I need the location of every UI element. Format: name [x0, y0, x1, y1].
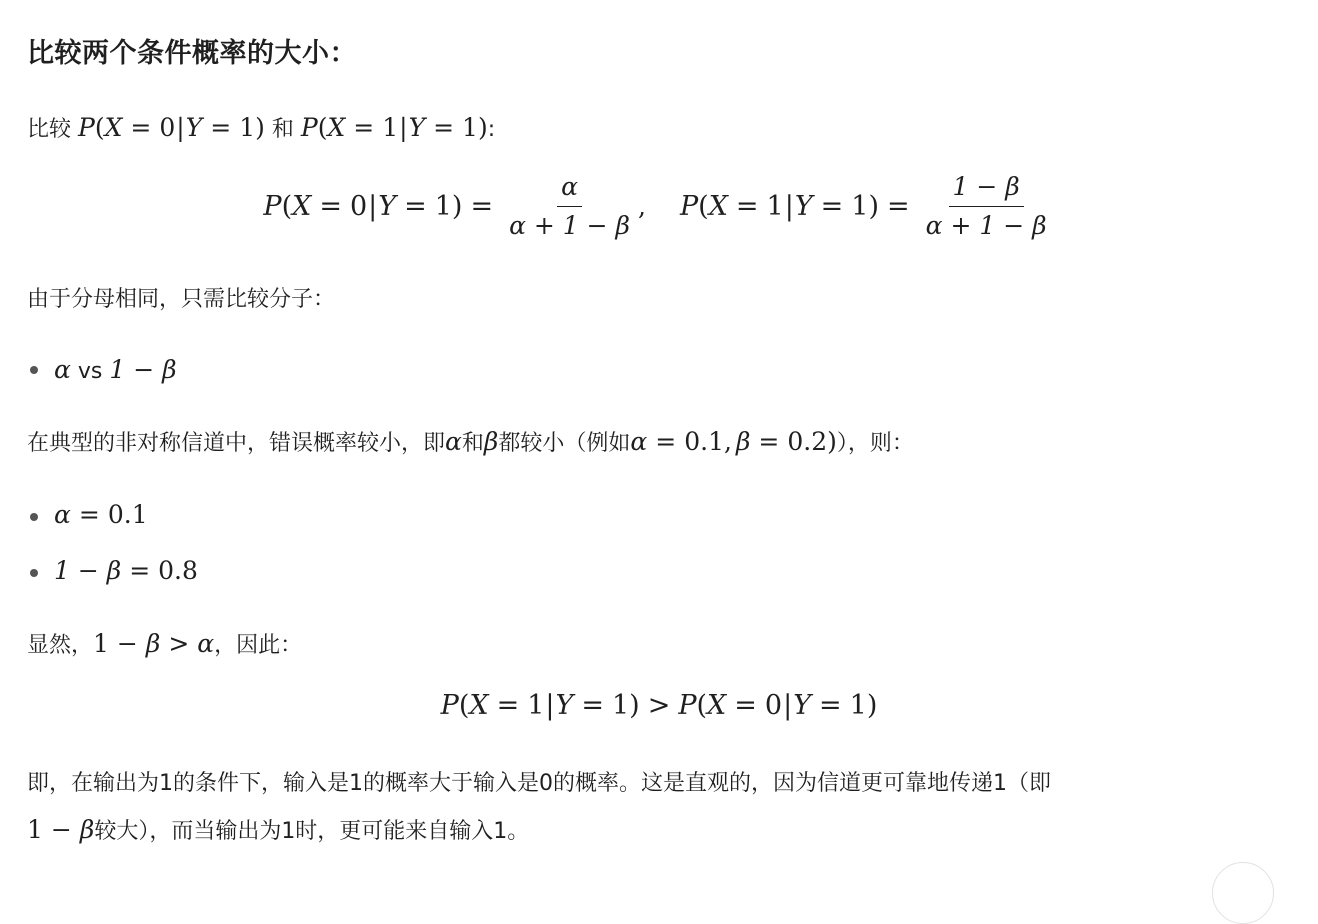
denominator-sentence: 由于分母相同，只需比较分子：	[27, 287, 336, 312]
math-p-x0-y1: P(X = 0|Y = 1)	[78, 113, 265, 142]
math-p-x1-y1: P(X = 1|Y = 1)	[300, 113, 488, 142]
intro-prefix: 比较	[27, 117, 72, 142]
section-heading: 比较两个条件概率的大小：	[27, 38, 357, 69]
intro-and: 和	[271, 117, 294, 142]
bullet-one-minus-beta-value: 1 − β = 0.8	[54, 556, 198, 585]
obviously-line: 显然，1 − β > α，因此：	[27, 629, 303, 658]
bullet-dot	[30, 366, 38, 374]
intro-colon: :	[487, 117, 496, 142]
fraction-p0: $\frac{\alpha}{\alpha + 1 - \beta}$	[509, 172, 631, 240]
typical-channel-sentence: 在典型的非对称信道中，错误概率较小，即α和β都较小（例如α = 0.1, β = 0.2)），则：	[27, 427, 914, 456]
intro-line	[27, 110, 495, 148]
conclusion-line-1: 即，在输出为1的条件下，输入是1的概率大于输入是0的概率。这是直观的，因为信道更可靠地传递1（即	[27, 771, 1051, 796]
display-equation-fractions: P(X = 0|Y = 1) = $\frac{\alpha}{\alpha + 1 - \beta}$ , P(X = 1|Y = 1) = $\frac{1 - \beta}{\alpha + 1 - \beta}$	[0, 172, 1318, 241]
bullet-compare: α vs 1 − β	[54, 355, 177, 384]
fraction-p1: $\frac{1 - \beta}{\alpha + 1 - \beta}$	[925, 172, 1047, 240]
bullet-dot	[30, 513, 38, 521]
scroll-button[interactable]	[1212, 862, 1274, 924]
conclusion-line-2: 1 − β较大），而当输出为1时，更可能来自输入1。	[27, 815, 530, 844]
bullet-alpha-value: α = 0.1	[54, 500, 148, 529]
display-equation-inequality: P(X = 1|Y = 1) > P(X = 0|Y = 1)	[440, 690, 878, 721]
bullet-dot	[30, 569, 38, 577]
